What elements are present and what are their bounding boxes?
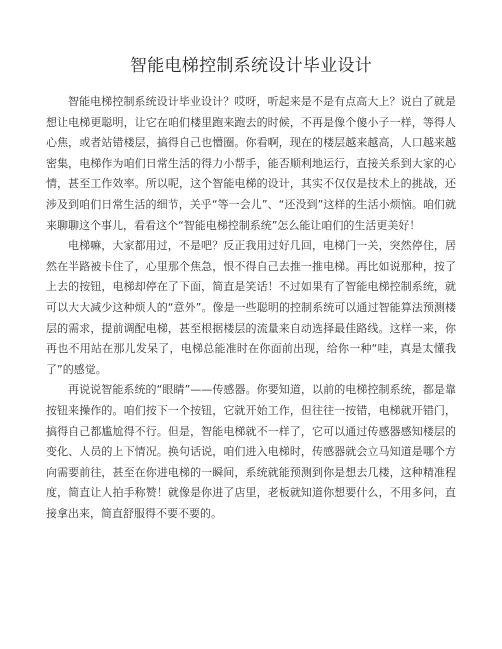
document-title: 智能电梯控制系统设计毕业设计: [129, 56, 373, 76]
paragraph-sensors: 再说说智能系统的“眼睛”——传感器。你要知道，以前的电梯控制系统，都是靠按钮来操作的。咱们按下一个按钮，它就开始工作，但往往一按错，电梯就开错门，搞得自己都尴尬得不行。但是，智能电梯就不一样了，它可以通过传感器感知楼层的变化、人员的上下情况。换句话说，咱们进入电梯时，传感器就会立马知道是哪个方向需要前往，甚至在你进电梯的一瞬间，系统就能预测到你是想去几楼，这种精准程度，简直让人拍手称赞！就像是你进了店里，老板就知道你想要什么，不用多问，直接拿出来，简直舒服得不要不要的。: [46, 383, 456, 520]
paragraph-intro: 智能电梯控制系统设计毕业设计？哎呀，听起来是不是有点高大上？说白了就是想让电梯更聪明，让它在咱们楼里跑来跑去的时候，不再是像个傻小子一样，等得人心焦，或者站错楼层，搞得自己也懵圈。你看啊，现在的楼层越来越高，人口越来越密集，电梯作为咱们日常生活的得力小帮手，能否顺利地运行，直接关系到大家的心情，甚至工作效率。所以呢，这个智能电梯的设计，其实不仅仅是技术上的挑战，还涉及到咱们日常生活的细节，关乎“等一会儿”、“还没到”这样的生活小烦恼。咱们就来聊聊这个事儿，看看这个“智能电梯控制系统”怎么能让咱们的生活更美好！: [46, 95, 456, 232]
paragraph-elevator-experience: 电梯嘛，大家都用过，不是吧？反正我用过好几回，电梯门一关，突然停住，居然在半路被卡住了，心里那个焦急，恨不得自己去推一推电梯。再比如说那种，按了上去的按钮，电梯却停在了下面，简直是笑话！不过如果有了智能电梯控制系统，就可以大大减少这种烦人的“意外”。像是一些聪明的控制系统可以通过智能算法预测楼层的需求，提前调配电梯，甚至根据楼层的流量来自动选择最佳路线。这样一来，你再也不用站在那儿发呆了，电梯总能准时在你面前出现，给你一种“哇，真是太懂我了”的感觉。: [46, 239, 456, 376]
